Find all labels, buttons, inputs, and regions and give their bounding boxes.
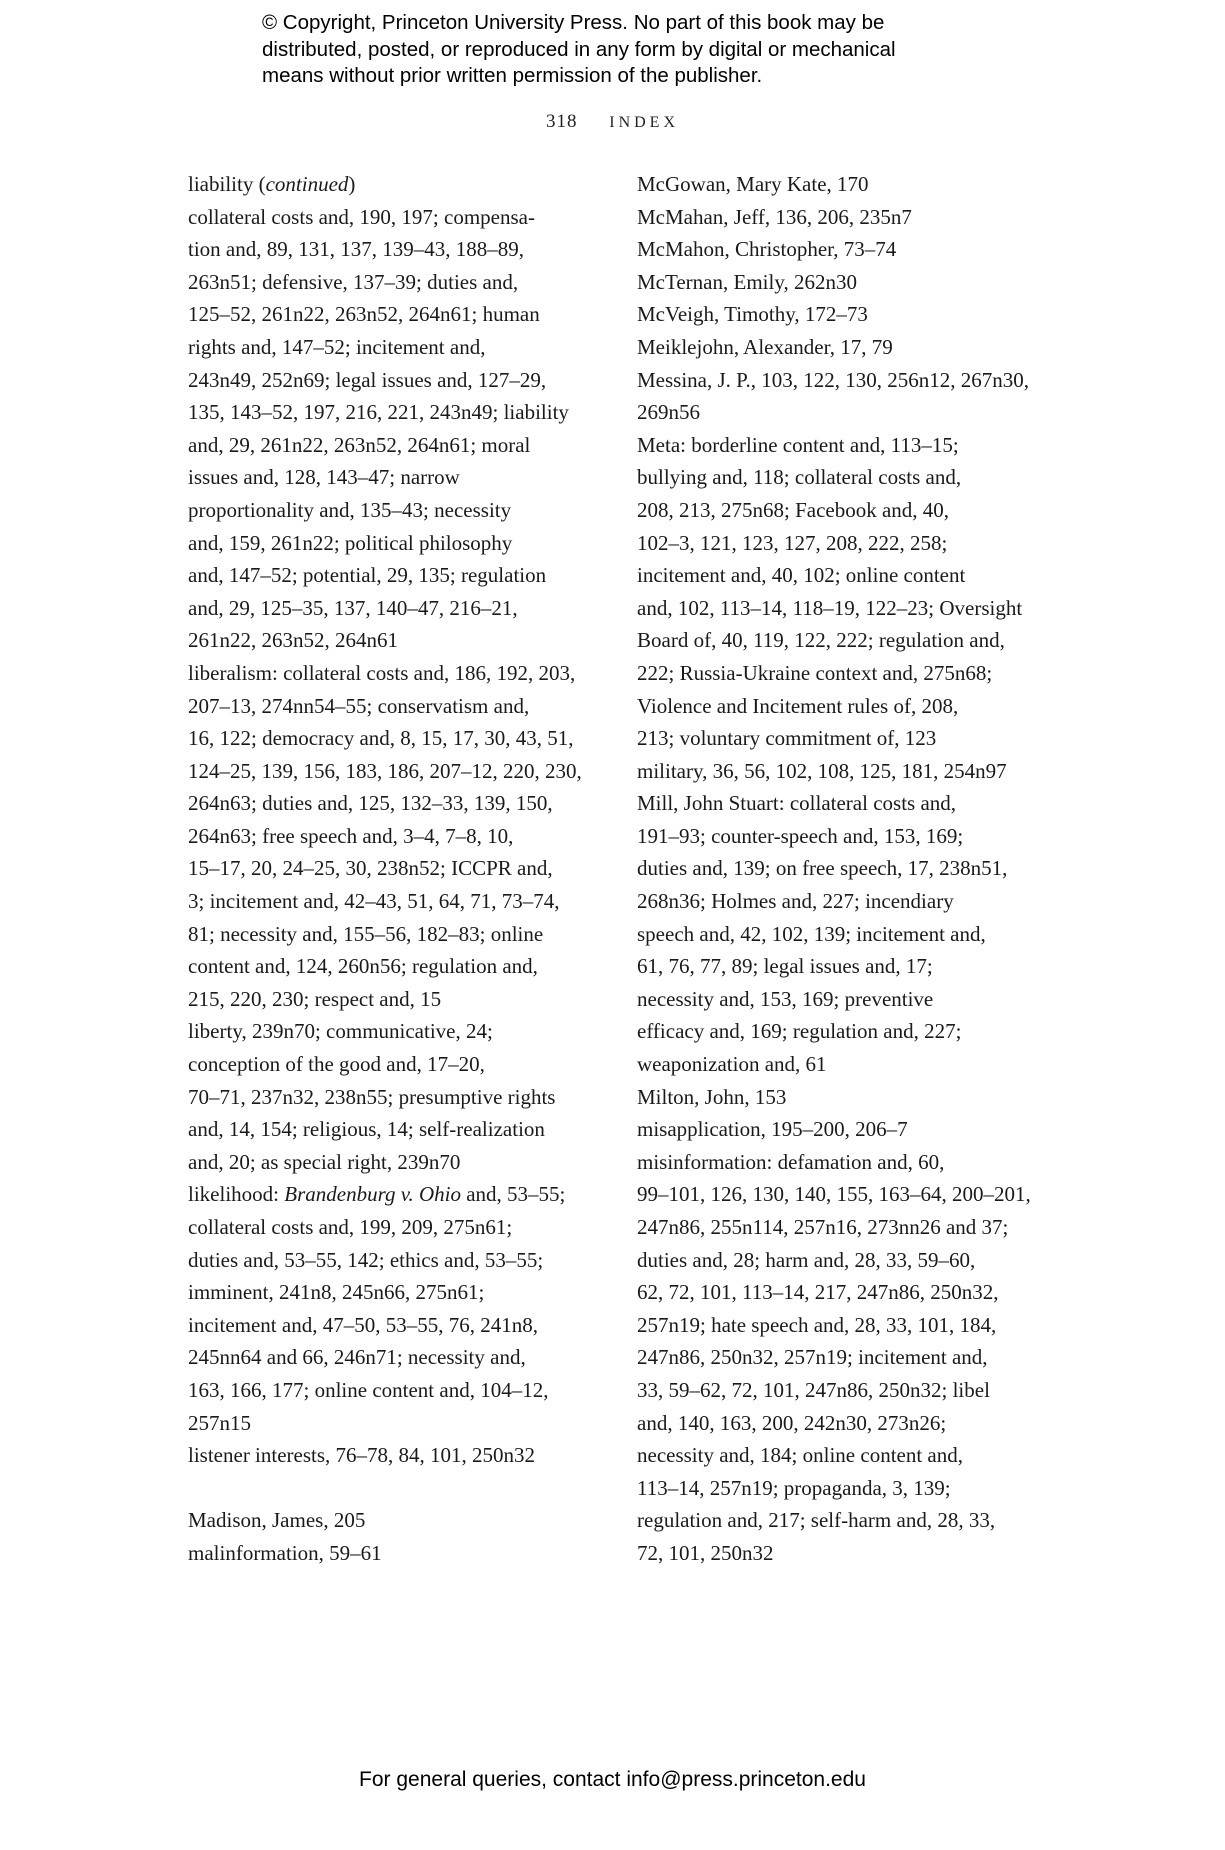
- index-entry-line: 247n86, 250n32, 257n19; incitement and,: [637, 1345, 988, 1370]
- index-entry: [637, 1113, 1047, 1146]
- running-head: [0, 111, 1225, 133]
- letter-group-gap: [188, 1472, 598, 1505]
- page-number: 318: [545, 111, 578, 132]
- index-entry-line: malinformation, 59–61: [188, 1540, 382, 1565]
- index-entry-line: 215, 220, 230; respect and, 15: [188, 986, 442, 1011]
- index-entry: [188, 1015, 598, 1178]
- index-entry-line: 163, 166, 177; online content and, 104–12,: [188, 1377, 549, 1402]
- index-entry-line: 15–17, 20, 24–25, 30, 238n52; ICCPR and,: [188, 856, 553, 881]
- footer-contact: For general queries, contact info@press.princeton.edu: [359, 1768, 866, 1791]
- index-entry-line: collateral costs and, 199, 209, 275n61;: [188, 1215, 513, 1239]
- index-entry-line: conception of the good and, 17–20,: [188, 1052, 485, 1077]
- index-entry-line: 222; Russia-Ukraine context and, 275n68;: [637, 660, 993, 685]
- index-entry-line: 264n63; free speech and, 3–4, 7–8, 10,: [188, 823, 514, 848]
- index-entry-line: liberalism: collateral costs and, 186, 192, 203,: [188, 660, 576, 685]
- index-entry-line: incitement and, 47–50, 53–55, 76, 241n8,: [188, 1312, 538, 1337]
- index-entry: [188, 168, 598, 657]
- index-entry-line: 72, 101, 250n32: [637, 1540, 774, 1565]
- index-entry-line: 208, 213, 275n68; Facebook and, 40,: [637, 497, 950, 522]
- index-entry-line: 135, 143–52, 197, 216, 221, 243n49; liability: [188, 400, 569, 425]
- index-entry-line: and, 20; as special right, 239n70: [188, 1149, 461, 1174]
- index-entry-line: 70–71, 237n32, 238n55; presumptive rights: [188, 1084, 556, 1109]
- index-entry-line: 62, 72, 101, 113–14, 217, 247n86, 250n32,: [637, 1280, 999, 1305]
- index-entry-line: 261n22, 263n52, 264n61: [188, 628, 398, 653]
- index-entry-line: 99–101, 126, 130, 140, 155, 163–64, 200–201,: [637, 1182, 1031, 1207]
- index-entry-line: rights and, 147–52; incitement and,: [188, 334, 486, 359]
- index-entry: [188, 1504, 598, 1537]
- index-entry: [188, 1537, 598, 1570]
- index-entry: [637, 331, 1047, 364]
- index-entry-line: duties and, 53–55, 142; ethics and, 53–55;: [188, 1247, 544, 1272]
- index-entry-line: 125–52, 261n22, 263n52, 264n61; human: [188, 302, 540, 327]
- index-entry-line: and, 159, 261n22; political philosophy: [188, 530, 513, 555]
- index-entry-line: 16, 122; democracy and, 8, 15, 17, 30, 43, 51,: [188, 726, 574, 751]
- index-entry-line: bullying and, 118; collateral costs and,: [637, 465, 962, 490]
- index-column-right: [637, 168, 1047, 1570]
- index-entry-line: McMahon, Christopher, 73–74: [637, 237, 897, 262]
- index-entry: [637, 787, 1047, 1080]
- copyright-line: © Copyright, Princeton University Press. No part of this book may be: [262, 11, 885, 34]
- index-entry-line: military, 36, 56, 102, 108, 125, 181, 254n97: [637, 758, 1007, 783]
- index-entry-line: proportionality and, 135–43; necessity: [188, 497, 512, 522]
- index-entry-line: and, 29, 261n22, 263n52, 264n61; moral: [188, 432, 531, 457]
- index-entry-line: McGowan, Mary Kate, 170: [637, 172, 869, 196]
- index-entry: [637, 755, 1047, 788]
- index-entry-line: Mill, John Stuart: collateral costs and,: [637, 791, 957, 816]
- index-entry-line: and, 140, 163, 200, 242n30, 273n26;: [637, 1410, 947, 1435]
- index-entry: [637, 1146, 1047, 1570]
- index-entry-line: 269n56: [637, 400, 700, 425]
- index-entry-line: misapplication, 195–200, 206–7: [637, 1117, 908, 1142]
- index-entry-line: Messina, J. P., 103, 122, 130, 256n12, 267n30,: [637, 367, 1030, 392]
- italic-text: Brandenburg v. Ohio: [284, 1182, 461, 1207]
- index-entry-line: and, 14, 154; religious, 14; self-realization: [188, 1117, 545, 1142]
- index-entry-line: necessity and, 153, 169; preventive: [637, 986, 934, 1011]
- index-entry-line: 3; incitement and, 42–43, 51, 64, 71, 73–74,: [188, 889, 560, 914]
- index-entry-line: likelihood: Brandenburg v. Ohio and, 53–55;: [188, 1182, 566, 1207]
- index-entry-line: and, 29, 125–35, 137, 140–47, 216–21,: [188, 595, 518, 620]
- index-entry-line: McMahan, Jeff, 136, 206, 235n7: [637, 204, 912, 229]
- index-entry-line: 263n51; defensive, 137–39; duties and,: [188, 269, 519, 294]
- index-entry-line: 247n86, 255n114, 257n16, 273nn26 and 37;: [637, 1215, 1009, 1239]
- copyright-notice: [262, 10, 1042, 90]
- index-entry-line: regulation and, 217; self-harm and, 28, 33,: [637, 1508, 996, 1533]
- section-title: INDEX: [609, 114, 679, 131]
- index-entry: [637, 429, 1047, 755]
- index-entry-line: Meiklejohn, Alexander, 17, 79: [637, 334, 893, 359]
- index-entry-line: 245nn64 and 66, 246n71; necessity and,: [188, 1345, 526, 1370]
- index-entry: [637, 298, 1047, 331]
- index-entry-line: 102–3, 121, 123, 127, 208, 222, 258;: [637, 530, 948, 555]
- index-entry-line: 113–14, 257n19; propaganda, 3, 139;: [637, 1475, 951, 1500]
- index-entry-line: 33, 59–62, 72, 101, 247n86, 250n32; libel: [637, 1377, 990, 1402]
- index-entry-line: 213; voluntary commitment of, 123: [637, 726, 937, 751]
- index-entry: [637, 201, 1047, 234]
- copyright-line: means without prior written permission of the publisher.: [262, 64, 763, 87]
- index-entry-line: 81; necessity and, 155–56, 182–83; online: [188, 921, 544, 946]
- index-entry-line: collateral costs and, 190, 197; compensa-: [188, 204, 535, 229]
- index-entry-line: efficacy and, 169; regulation and, 227;: [637, 1019, 962, 1044]
- index-entry-line: incitement and, 40, 102; online content: [637, 563, 966, 588]
- index-entry-line: speech and, 42, 102, 139; incitement and,: [637, 921, 986, 946]
- index-entry-line: 264n63; duties and, 125, 132–33, 139, 150,: [188, 791, 553, 816]
- index-entry-line: Madison, James, 205: [188, 1508, 366, 1533]
- index-entry-line: Violence and Incitement rules of, 208,: [637, 693, 959, 718]
- index-entry-line: imminent, 241n8, 245n66, 275n61;: [188, 1280, 485, 1305]
- index-entry-line: misinformation: defamation and, 60,: [637, 1149, 945, 1174]
- index-entry-line: duties and, 28; harm and, 28, 33, 59–60,: [637, 1247, 976, 1272]
- index-column-left: [188, 168, 598, 1570]
- index-entry-line: 191–93; counter-speech and, 153, 169;: [637, 823, 964, 848]
- index-entry-line: liberty, 239n70; communicative, 24;: [188, 1019, 493, 1044]
- italic-text: continued: [265, 172, 349, 196]
- index-entry-line: 257n19; hate speech and, 28, 33, 101, 184,: [637, 1312, 997, 1337]
- index-entry: [637, 266, 1047, 299]
- index-entry-line: and, 102, 113–14, 118–19, 122–23; Oversight: [637, 595, 1023, 620]
- index-entry-line: Board of, 40, 119, 122, 222; regulation and,: [637, 628, 1005, 653]
- index-entry-line: 243n49, 252n69; legal issues and, 127–29,: [188, 367, 547, 392]
- index-entry-line: weaponization and, 61: [637, 1052, 827, 1077]
- index-entry-line: tion and, 89, 131, 137, 139–43, 188–89,: [188, 237, 524, 262]
- index-entry-line: issues and, 128, 143–47; narrow: [188, 465, 460, 490]
- index-entry-line: listener interests, 76–78, 84, 101, 250n32: [188, 1443, 536, 1468]
- index-entry-line: 268n36; Holmes and, 227; incendiary: [637, 889, 954, 914]
- index-entry-line: 124–25, 139, 156, 183, 186, 207–12, 220, 230,: [188, 758, 582, 783]
- index-entry-line: Milton, John, 153: [637, 1084, 787, 1109]
- index-entry-line: 207–13, 274nn54–55; conservatism and,: [188, 693, 530, 718]
- index-entry-line: and, 147–52; potential, 29, 135; regulation: [188, 563, 547, 588]
- index-entry: [637, 364, 1047, 429]
- index-entry: [637, 233, 1047, 266]
- index-entry-line: McVeigh, Timothy, 172–73: [637, 302, 868, 327]
- index-entry: [188, 1178, 598, 1439]
- index-entry-line: Meta: borderline content and, 113–15;: [637, 432, 959, 457]
- copyright-line: distributed, posted, or reproduced in any form by digital or mechanical: [262, 37, 896, 61]
- index-entry: [188, 657, 598, 1016]
- index-entry: [637, 1081, 1047, 1114]
- index-entry-line: necessity and, 184; online content and,: [637, 1443, 964, 1468]
- index-entry-line: content and, 124, 260n56; regulation and,: [188, 954, 538, 979]
- index-entry: [637, 168, 1047, 201]
- index-entry-line: liability (continued): [188, 172, 356, 196]
- index-entry: [188, 1439, 598, 1472]
- index-entry-line: McTernan, Emily, 262n30: [637, 269, 857, 294]
- index-entry-line: 61, 76, 77, 89; legal issues and, 17;: [637, 954, 933, 979]
- index-entry-line: 257n15: [188, 1410, 251, 1435]
- index-entry-line: duties and, 139; on free speech, 17, 238n51,: [637, 856, 1008, 881]
